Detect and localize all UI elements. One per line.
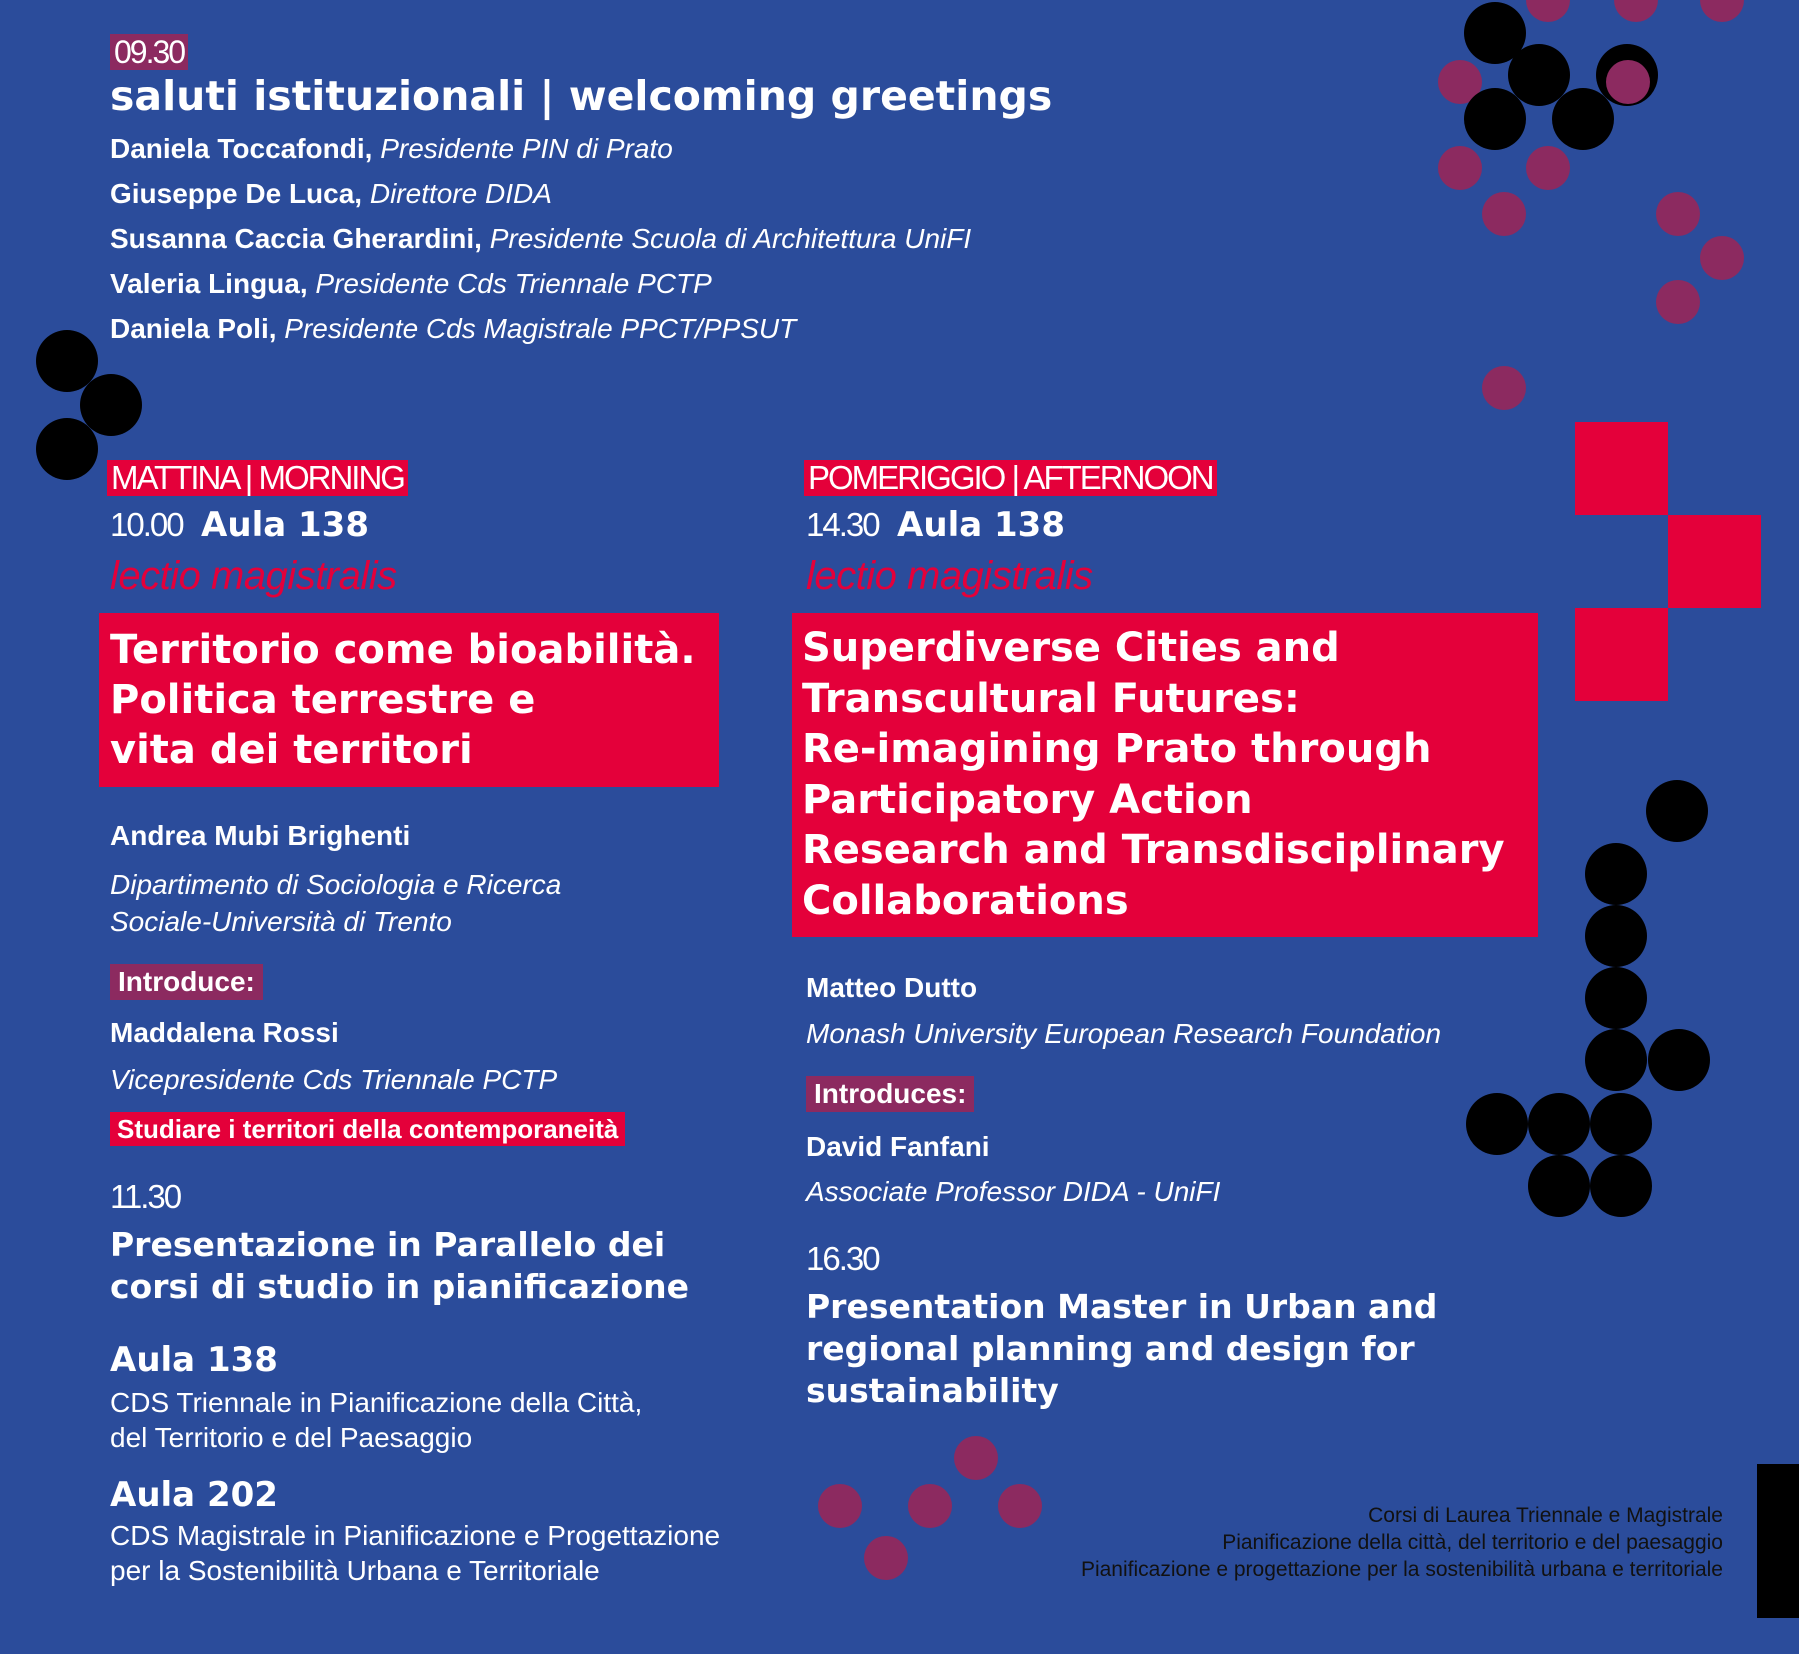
affiliation-line: Dipartimento di Sociologia e Ricerca [110,869,562,900]
welcome-section [110,34,1410,351]
speaker-role: Presidente Cds Triennale PCTP [315,268,712,299]
morning-section-tag: Studiare i territori della contemporaneità [110,1112,625,1146]
welcome-speakers [110,126,1410,351]
decor-dot [1656,192,1700,236]
speaker-line [110,306,1410,351]
decor-dot [1656,280,1700,324]
room-a-description [110,1385,642,1455]
afternoon-presentation [806,1286,1437,1412]
title-line: Politica terrestre e [110,677,536,723]
morning-introducer-role: Vicepresidente Cds Triennale PCTP [110,1064,558,1095]
title-line: Transcultural Futures: [802,675,1300,722]
title-line: Territorio come bioabilità. [110,627,696,673]
decor-dot [908,1484,952,1528]
afternoon-introducer-name: David Fanfani [806,1131,990,1162]
speaker-role: Presidente Cds Magistrale PPCT/PPSUT [284,313,797,344]
title-line: Research and Transdisciplinary [802,827,1505,873]
decor-bar [1757,1464,1799,1618]
speaker-name: Giuseppe De Luca, [110,178,363,209]
speaker-name: Daniela Poli, [110,313,277,344]
afternoon-speaker-name: Matteo Dutto [806,972,978,1003]
afternoon-introduce-label: Introduces: [806,1076,974,1112]
room-b-description [110,1518,720,1588]
presentation-line: regional planning and design for [806,1329,1415,1368]
afternoon-time-row [806,505,1065,545]
decor-dot [1646,780,1708,842]
decor-dot [864,1536,908,1580]
morning-presentation [110,1224,689,1308]
title-line: Collaborations [802,877,1129,924]
decor-dot [954,1436,998,1480]
decor-dot [1648,1029,1710,1091]
decor-dot [1614,0,1658,22]
room-b-line: CDS Magistrale in Pianificazione e Progettazione [110,1520,721,1551]
decor-dot [1466,1093,1528,1155]
presentation-line: Presentation Master in Urban and [806,1287,1438,1326]
afternoon-room: Aula 138 [897,505,1065,545]
welcome-time: 09.30 [110,34,188,70]
speaker-line [110,261,1410,306]
room-a-line: del Territorio e del Paesaggio [110,1422,473,1453]
morning-room: Aula 138 [201,505,369,545]
room-b-line: per la Sostenibilità Urbana e Territoriale [110,1555,600,1586]
presentation-line: Presentazione in Parallelo dei [110,1225,666,1264]
afternoon-lecture-title [792,613,1538,937]
title-line: vita dei territori [110,727,473,773]
footer-line: Pianificazione della città, del territorio e del paesaggio [1222,1531,1723,1554]
decor-dot [1700,236,1744,280]
decor-dot [1590,1093,1652,1155]
speaker-name: Valeria Lingua, [110,268,308,299]
decor-dot [1585,843,1647,905]
footer-line: Corsi di Laurea Triennale e Magistrale [1368,1504,1723,1527]
decor-square [1668,515,1761,608]
footer-credits [1081,1502,1723,1583]
room-a-title: Aula 138 [110,1340,278,1380]
decor-square [1575,422,1668,515]
speaker-name: Daniela Toccafondi, [110,133,373,164]
speaker-line [110,126,1410,171]
footer-line: Pianificazione e progettazione per la sostenibilità urbana e territoriale [1080,1558,1723,1581]
morning-time: 10.00 [110,506,183,543]
decor-dot [1528,1093,1590,1155]
decor-dot [1526,0,1570,22]
affiliation-line: Sociale-Università di Trento [110,906,452,937]
afternoon-time: 14.30 [806,506,879,543]
morning-time-row [110,505,369,545]
title-line: Re-imagining Prato through [802,726,1432,772]
presentation-line: sustainability [806,1371,1059,1410]
decor-dot [1528,1155,1590,1217]
decor-dot [1585,1029,1647,1091]
afternoon-time2: 16.30 [806,1240,879,1277]
speaker-name: Susanna Caccia Gherardini, [110,223,482,254]
speaker-line [110,216,1410,261]
decor-dot [1464,88,1526,150]
morning-label: MATTINA | MORNING [107,460,408,496]
afternoon-label: POMERIGGIO | AFTERNOON [804,460,1217,496]
decor-square [1575,608,1668,701]
morning-lecture-title [99,613,719,787]
decor-dot [1590,1155,1652,1217]
room-b-title: Aula 202 [110,1475,278,1515]
morning-lectio: lectio magistralis [110,554,397,598]
presentation-line: corsi di studio in pianificazione [110,1267,690,1306]
afternoon-lectio: lectio magistralis [806,554,1093,598]
afternoon-introducer-role: Associate Professor DIDA - UniFI [806,1176,1221,1207]
room-a-line: CDS Triennale in Pianificazione della Città, [110,1387,643,1418]
speaker-role: Presidente PIN di Prato [380,133,673,164]
decor-dot [1482,366,1526,410]
morning-introduce-label: Introduce: [110,964,263,1000]
decor-dot [1606,60,1650,104]
title-line: Participatory Action [802,776,1253,823]
decor-dot [1482,192,1526,236]
decor-dot [1585,967,1647,1029]
morning-time2: 11.30 [110,1178,181,1215]
decor-dot [998,1484,1042,1528]
speaker-role: Direttore DIDA [369,178,552,209]
morning-speaker-name: Andrea Mubi Brighenti [110,820,411,851]
decor-dot [1585,905,1647,967]
morning-introducer-name: Maddalena Rossi [110,1017,339,1048]
decor-dot [36,418,98,480]
decor-dot [1526,146,1570,190]
title-line: Superdiverse Cities and [802,625,1340,671]
decor-dot [1552,88,1614,150]
welcome-title: saluti istituzionali | welcoming greetings [110,72,1053,120]
decor-dot [818,1484,862,1528]
speaker-role: Presidente Scuola di Architettura UniFI [489,223,972,254]
decor-dot [1438,146,1482,190]
speaker-line [110,171,1410,216]
afternoon-speaker-affiliation: Monash University European Research Foundation [806,1018,1442,1049]
decor-dot [1700,0,1744,22]
morning-speaker-affiliation [110,866,561,940]
